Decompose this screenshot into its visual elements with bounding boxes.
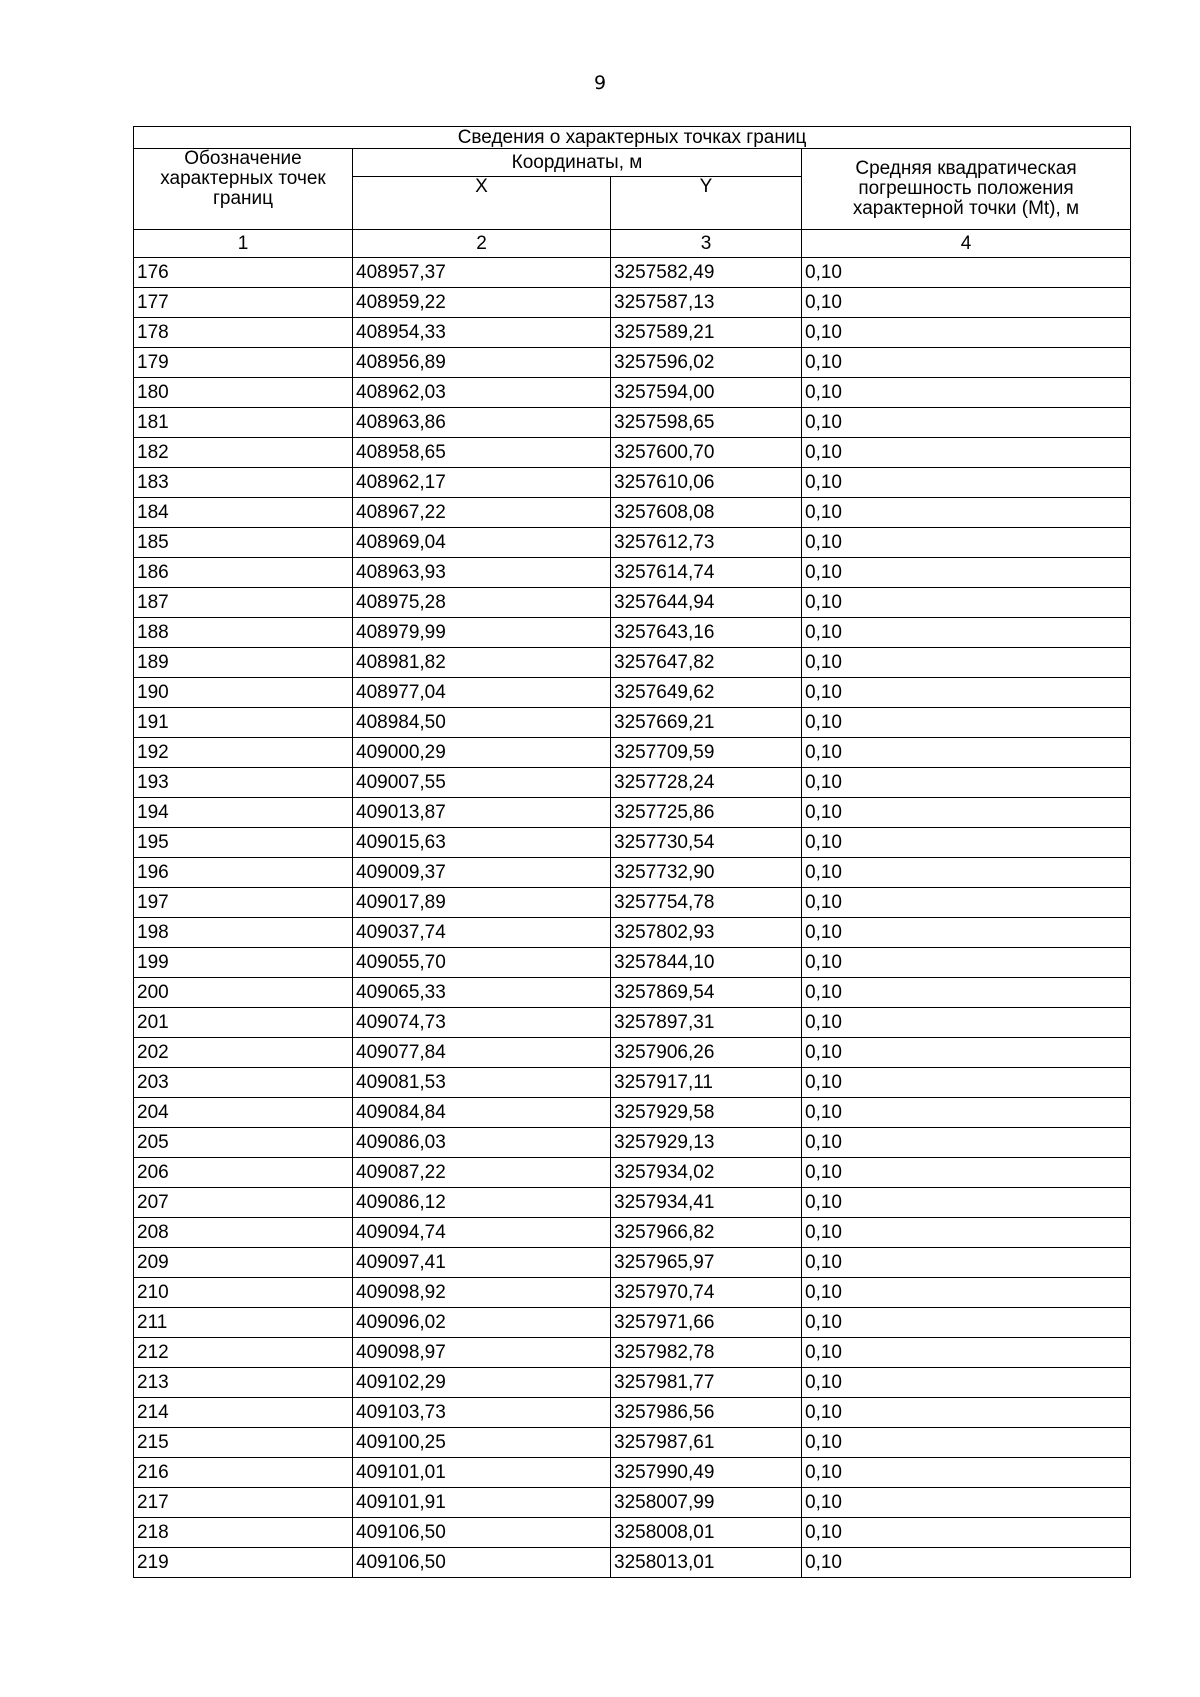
x-coordinate-cell: 408984,50 xyxy=(353,708,611,738)
error-cell: 0,10 xyxy=(802,618,1131,648)
point-id-cell: 199 xyxy=(134,948,353,978)
point-id-cell: 217 xyxy=(134,1488,353,1518)
point-id-cell: 200 xyxy=(134,978,353,1008)
y-coordinate-cell: 3257986,56 xyxy=(611,1398,802,1428)
error-cell: 0,10 xyxy=(802,468,1131,498)
x-coordinate-cell: 409087,22 xyxy=(353,1158,611,1188)
error-cell: 0,10 xyxy=(802,438,1131,468)
error-cell: 0,10 xyxy=(802,1008,1131,1038)
x-coordinate-cell: 408979,99 xyxy=(353,618,611,648)
table-row xyxy=(134,318,1131,348)
point-id-cell: 213 xyxy=(134,1368,353,1398)
point-id-cell: 178 xyxy=(134,318,353,348)
error-cell: 0,10 xyxy=(802,348,1131,378)
point-id-cell: 180 xyxy=(134,378,353,408)
table-row xyxy=(134,348,1131,378)
x-coordinate-cell: 409100,25 xyxy=(353,1428,611,1458)
point-id-cell: 197 xyxy=(134,888,353,918)
point-id-cell: 176 xyxy=(134,258,353,288)
header-x: X xyxy=(353,177,611,230)
table-row xyxy=(134,468,1131,498)
point-id-cell: 204 xyxy=(134,1098,353,1128)
table-row xyxy=(134,948,1131,978)
table-row xyxy=(134,1518,1131,1548)
table-row xyxy=(134,918,1131,948)
column-number: 3 xyxy=(611,230,802,258)
header-point-designation: Обозначение характерных точек границ xyxy=(134,149,353,230)
error-cell: 0,10 xyxy=(802,948,1131,978)
y-coordinate-cell: 3257612,73 xyxy=(611,528,802,558)
x-coordinate-cell: 409101,01 xyxy=(353,1458,611,1488)
table-row xyxy=(134,1038,1131,1068)
y-coordinate-cell: 3257600,70 xyxy=(611,438,802,468)
x-coordinate-cell: 408977,04 xyxy=(353,678,611,708)
y-coordinate-cell: 3257844,10 xyxy=(611,948,802,978)
point-id-cell: 187 xyxy=(134,588,353,618)
table-row xyxy=(134,408,1131,438)
x-coordinate-cell: 408962,17 xyxy=(353,468,611,498)
error-cell: 0,10 xyxy=(802,558,1131,588)
y-coordinate-cell: 3257929,58 xyxy=(611,1098,802,1128)
point-id-cell: 194 xyxy=(134,798,353,828)
x-coordinate-cell: 409081,53 xyxy=(353,1068,611,1098)
point-id-cell: 177 xyxy=(134,288,353,318)
x-coordinate-cell: 409055,70 xyxy=(353,948,611,978)
point-id-cell: 209 xyxy=(134,1248,353,1278)
y-coordinate-cell: 3257732,90 xyxy=(611,858,802,888)
table-row xyxy=(134,1458,1131,1488)
table-row xyxy=(134,1248,1131,1278)
y-coordinate-cell: 3257608,08 xyxy=(611,498,802,528)
y-coordinate-cell: 3257587,13 xyxy=(611,288,802,318)
table-row xyxy=(134,1068,1131,1098)
column-number: 1 xyxy=(134,230,353,258)
x-coordinate-cell: 409097,41 xyxy=(353,1248,611,1278)
table-title: Сведения о характерных точках границ xyxy=(134,127,1131,149)
y-coordinate-cell: 3257610,06 xyxy=(611,468,802,498)
table-row xyxy=(134,438,1131,468)
error-cell: 0,10 xyxy=(802,828,1131,858)
error-cell: 0,10 xyxy=(802,408,1131,438)
table-row xyxy=(134,528,1131,558)
error-cell: 0,10 xyxy=(802,1518,1131,1548)
table-row xyxy=(134,798,1131,828)
x-coordinate-cell: 409077,84 xyxy=(353,1038,611,1068)
table-row xyxy=(134,1488,1131,1518)
error-cell: 0,10 xyxy=(802,528,1131,558)
y-coordinate-cell: 3257869,54 xyxy=(611,978,802,1008)
y-coordinate-cell: 3257596,02 xyxy=(611,348,802,378)
x-coordinate-cell: 408962,03 xyxy=(353,378,611,408)
point-id-cell: 205 xyxy=(134,1128,353,1158)
x-coordinate-cell: 409009,37 xyxy=(353,858,611,888)
error-cell: 0,10 xyxy=(802,1308,1131,1338)
error-cell: 0,10 xyxy=(802,498,1131,528)
table-header xyxy=(134,127,1131,258)
y-coordinate-cell: 3257917,11 xyxy=(611,1068,802,1098)
x-coordinate-cell: 408954,33 xyxy=(353,318,611,348)
table-row xyxy=(134,1278,1131,1308)
column-number: 4 xyxy=(802,230,1131,258)
point-id-cell: 196 xyxy=(134,858,353,888)
error-cell: 0,10 xyxy=(802,678,1131,708)
y-coordinate-cell: 3258008,01 xyxy=(611,1518,802,1548)
x-coordinate-cell: 408956,89 xyxy=(353,348,611,378)
y-coordinate-cell: 3257730,54 xyxy=(611,828,802,858)
error-cell: 0,10 xyxy=(802,648,1131,678)
error-cell: 0,10 xyxy=(802,588,1131,618)
point-id-cell: 215 xyxy=(134,1428,353,1458)
error-cell: 0,10 xyxy=(802,1218,1131,1248)
x-coordinate-cell: 409013,87 xyxy=(353,798,611,828)
x-coordinate-cell: 409102,29 xyxy=(353,1368,611,1398)
error-cell: 0,10 xyxy=(802,378,1131,408)
error-cell: 0,10 xyxy=(802,798,1131,828)
table-row xyxy=(134,378,1131,408)
table-row xyxy=(134,498,1131,528)
error-cell: 0,10 xyxy=(802,1398,1131,1428)
y-coordinate-cell: 3257709,59 xyxy=(611,738,802,768)
table-row xyxy=(134,588,1131,618)
y-coordinate-cell: 3257906,26 xyxy=(611,1038,802,1068)
y-coordinate-cell: 3257643,16 xyxy=(611,618,802,648)
point-id-cell: 186 xyxy=(134,558,353,588)
y-coordinate-cell: 3257934,41 xyxy=(611,1188,802,1218)
point-id-cell: 206 xyxy=(134,1158,353,1188)
table-row xyxy=(134,1428,1131,1458)
point-id-cell: 195 xyxy=(134,828,353,858)
x-coordinate-cell: 408957,37 xyxy=(353,258,611,288)
table-row xyxy=(134,1308,1131,1338)
x-coordinate-cell: 409007,55 xyxy=(353,768,611,798)
point-id-cell: 201 xyxy=(134,1008,353,1038)
table-row xyxy=(134,1158,1131,1188)
y-coordinate-cell: 3257965,97 xyxy=(611,1248,802,1278)
boundary-points-table xyxy=(133,126,1131,1578)
point-id-cell: 219 xyxy=(134,1548,353,1578)
point-id-cell: 188 xyxy=(134,618,353,648)
table-row xyxy=(134,1368,1131,1398)
table-row xyxy=(134,1098,1131,1128)
point-id-cell: 181 xyxy=(134,408,353,438)
error-cell: 0,10 xyxy=(802,1068,1131,1098)
error-cell: 0,10 xyxy=(802,1158,1131,1188)
error-cell: 0,10 xyxy=(802,768,1131,798)
x-coordinate-cell: 409086,12 xyxy=(353,1188,611,1218)
error-cell: 0,10 xyxy=(802,918,1131,948)
error-cell: 0,10 xyxy=(802,258,1131,288)
table-row xyxy=(134,828,1131,858)
y-coordinate-cell: 3257754,78 xyxy=(611,888,802,918)
error-cell: 0,10 xyxy=(802,1488,1131,1518)
point-id-cell: 202 xyxy=(134,1038,353,1068)
y-coordinate-cell: 3258007,99 xyxy=(611,1488,802,1518)
error-cell: 0,10 xyxy=(802,1038,1131,1068)
y-coordinate-cell: 3258013,01 xyxy=(611,1548,802,1578)
point-id-cell: 192 xyxy=(134,738,353,768)
table-row xyxy=(134,618,1131,648)
point-id-cell: 203 xyxy=(134,1068,353,1098)
x-coordinate-cell: 408958,65 xyxy=(353,438,611,468)
x-coordinate-cell: 409065,33 xyxy=(353,978,611,1008)
x-coordinate-cell: 409094,74 xyxy=(353,1218,611,1248)
point-id-cell: 212 xyxy=(134,1338,353,1368)
table-body xyxy=(134,258,1131,1578)
x-coordinate-cell: 409103,73 xyxy=(353,1398,611,1428)
x-coordinate-cell: 408981,82 xyxy=(353,648,611,678)
y-coordinate-cell: 3257971,66 xyxy=(611,1308,802,1338)
y-coordinate-cell: 3257614,74 xyxy=(611,558,802,588)
x-coordinate-cell: 408975,28 xyxy=(353,588,611,618)
point-id-cell: 207 xyxy=(134,1188,353,1218)
header-y: Y xyxy=(611,177,802,230)
point-id-cell: 183 xyxy=(134,468,353,498)
point-id-cell: 179 xyxy=(134,348,353,378)
y-coordinate-cell: 3257982,78 xyxy=(611,1338,802,1368)
y-coordinate-cell: 3257594,00 xyxy=(611,378,802,408)
y-coordinate-cell: 3257728,24 xyxy=(611,768,802,798)
header-mean-square-error: Средняя квадратическая погрешность положения характерной точки (Mt), м xyxy=(802,149,1131,230)
error-cell: 0,10 xyxy=(802,1428,1131,1458)
x-coordinate-cell: 408969,04 xyxy=(353,528,611,558)
error-cell: 0,10 xyxy=(802,1248,1131,1278)
y-coordinate-cell: 3257669,21 xyxy=(611,708,802,738)
x-coordinate-cell: 409017,89 xyxy=(353,888,611,918)
table-row xyxy=(134,978,1131,1008)
x-coordinate-cell: 409098,97 xyxy=(353,1338,611,1368)
y-coordinate-cell: 3257981,77 xyxy=(611,1368,802,1398)
x-coordinate-cell: 409101,91 xyxy=(353,1488,611,1518)
x-coordinate-cell: 408959,22 xyxy=(353,288,611,318)
y-coordinate-cell: 3257589,21 xyxy=(611,318,802,348)
x-coordinate-cell: 408967,22 xyxy=(353,498,611,528)
table-row xyxy=(134,1338,1131,1368)
error-cell: 0,10 xyxy=(802,1368,1131,1398)
error-cell: 0,10 xyxy=(802,1098,1131,1128)
x-coordinate-cell: 409015,63 xyxy=(353,828,611,858)
table-row xyxy=(134,888,1131,918)
x-coordinate-cell: 409074,73 xyxy=(353,1008,611,1038)
y-coordinate-cell: 3257934,02 xyxy=(611,1158,802,1188)
point-id-cell: 216 xyxy=(134,1458,353,1488)
table-row xyxy=(134,738,1131,768)
point-id-cell: 185 xyxy=(134,528,353,558)
table-row xyxy=(134,1128,1131,1158)
error-cell: 0,10 xyxy=(802,708,1131,738)
x-coordinate-cell: 409106,50 xyxy=(353,1518,611,1548)
point-id-cell: 184 xyxy=(134,498,353,528)
column-number: 2 xyxy=(353,230,611,258)
table-row xyxy=(134,1398,1131,1428)
table-row xyxy=(134,1008,1131,1038)
point-id-cell: 214 xyxy=(134,1398,353,1428)
y-coordinate-cell: 3257987,61 xyxy=(611,1428,802,1458)
y-coordinate-cell: 3257802,93 xyxy=(611,918,802,948)
error-cell: 0,10 xyxy=(802,858,1131,888)
table-row xyxy=(134,288,1131,318)
point-id-cell: 211 xyxy=(134,1308,353,1338)
page-number: 9 xyxy=(593,72,607,94)
header-coordinates: Координаты, м xyxy=(353,149,802,177)
y-coordinate-cell: 3257897,31 xyxy=(611,1008,802,1038)
x-coordinate-cell: 409084,84 xyxy=(353,1098,611,1128)
table-row xyxy=(134,858,1131,888)
table-row xyxy=(134,1218,1131,1248)
table-row xyxy=(134,768,1131,798)
y-coordinate-cell: 3257647,82 xyxy=(611,648,802,678)
point-id-cell: 210 xyxy=(134,1278,353,1308)
point-id-cell: 208 xyxy=(134,1218,353,1248)
error-cell: 0,10 xyxy=(802,978,1131,1008)
error-cell: 0,10 xyxy=(802,1338,1131,1368)
point-id-cell: 190 xyxy=(134,678,353,708)
error-cell: 0,10 xyxy=(802,318,1131,348)
y-coordinate-cell: 3257990,49 xyxy=(611,1458,802,1488)
error-cell: 0,10 xyxy=(802,1548,1131,1578)
table-row xyxy=(134,1548,1131,1578)
x-coordinate-cell: 408963,93 xyxy=(353,558,611,588)
error-cell: 0,10 xyxy=(802,1128,1131,1158)
table-row xyxy=(134,708,1131,738)
x-coordinate-cell: 408963,86 xyxy=(353,408,611,438)
error-cell: 0,10 xyxy=(802,1278,1131,1308)
point-id-cell: 198 xyxy=(134,918,353,948)
point-id-cell: 218 xyxy=(134,1518,353,1548)
error-cell: 0,10 xyxy=(802,888,1131,918)
y-coordinate-cell: 3257929,13 xyxy=(611,1128,802,1158)
error-cell: 0,10 xyxy=(802,288,1131,318)
x-coordinate-cell: 409106,50 xyxy=(353,1548,611,1578)
point-id-cell: 189 xyxy=(134,648,353,678)
table-row xyxy=(134,678,1131,708)
point-id-cell: 191 xyxy=(134,708,353,738)
table-row xyxy=(134,558,1131,588)
y-coordinate-cell: 3257644,94 xyxy=(611,588,802,618)
table-row xyxy=(134,258,1131,288)
error-cell: 0,10 xyxy=(802,1458,1131,1488)
x-coordinate-cell: 409098,92 xyxy=(353,1278,611,1308)
error-cell: 0,10 xyxy=(802,1188,1131,1218)
point-id-cell: 193 xyxy=(134,768,353,798)
x-coordinate-cell: 409000,29 xyxy=(353,738,611,768)
error-cell: 0,10 xyxy=(802,738,1131,768)
y-coordinate-cell: 3257598,65 xyxy=(611,408,802,438)
y-coordinate-cell: 3257649,62 xyxy=(611,678,802,708)
y-coordinate-cell: 3257966,82 xyxy=(611,1218,802,1248)
point-id-cell: 182 xyxy=(134,438,353,468)
y-coordinate-cell: 3257725,86 xyxy=(611,798,802,828)
y-coordinate-cell: 3257582,49 xyxy=(611,258,802,288)
x-coordinate-cell: 409086,03 xyxy=(353,1128,611,1158)
x-coordinate-cell: 409096,02 xyxy=(353,1308,611,1338)
x-coordinate-cell: 409037,74 xyxy=(353,918,611,948)
table-row xyxy=(134,648,1131,678)
table-row xyxy=(134,1188,1131,1218)
y-coordinate-cell: 3257970,74 xyxy=(611,1278,802,1308)
